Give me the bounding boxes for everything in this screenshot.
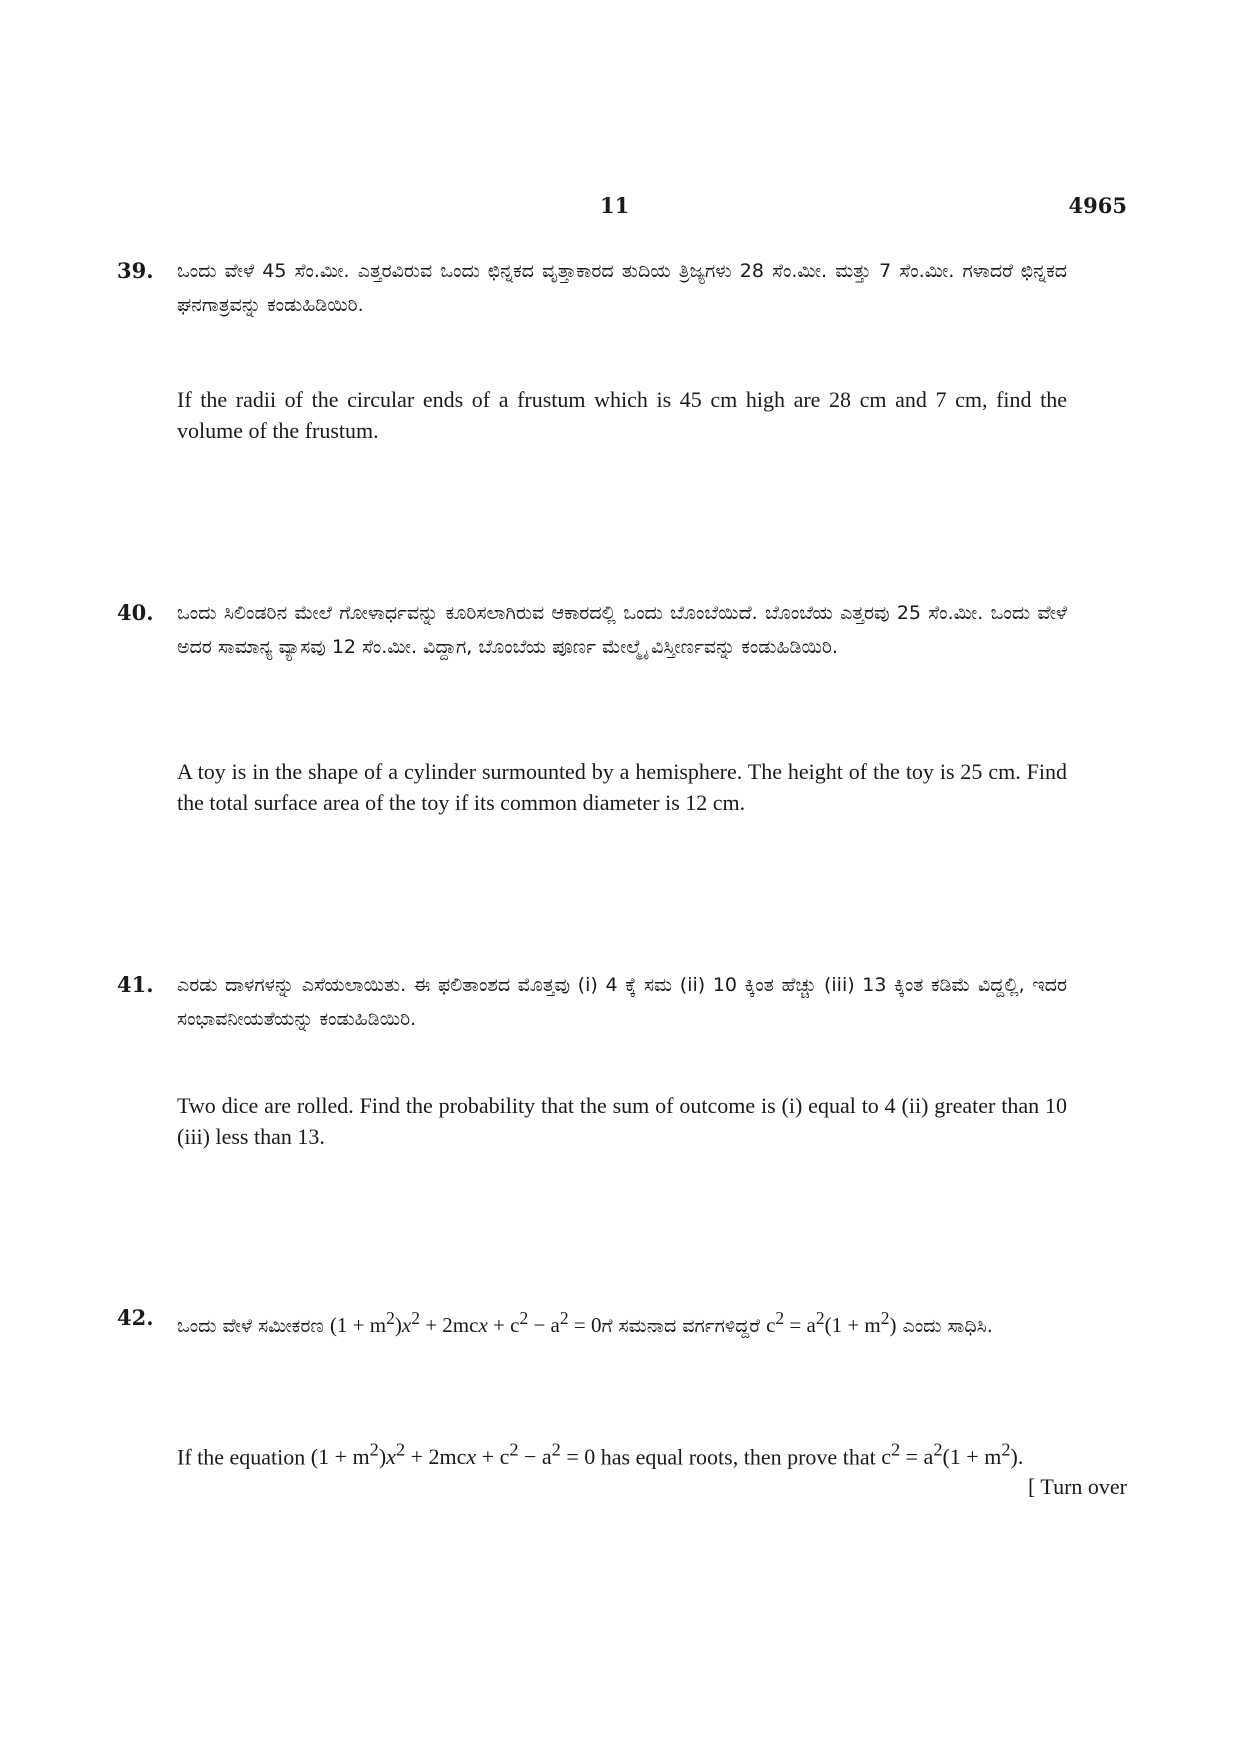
- question-text-kannada: ಎರಡು ದಾಳಗಳನ್ನು ಎಸೆಯಲಾಯಿತು. ಈ ಫಲಿತಾಂಶದ ಮೊತ್ತವು (i) 4 ಕ್ಕೆ ಸಮ (ii) 10 ಕ್ಕಿಂತ ಹೆಚ್ಚು (iii) 13 ಕ್ಕಿಂತ ಕಡಿಮೆ ವಿದ್ದಲ್ಲಿ, ಇದರ ಸಂಭಾವನೀಯತೆಯನ್ನು ಕಂಡುಹಿಡಿಯಿರಿ.: [177, 974, 1067, 1030]
- question-text-kannada: [177, 1301, 1067, 1343]
- equation: $(1 + m^2)x^2 + 2mcx + c^2 - a^2 = 0$: [310, 1440, 596, 1470]
- question-text-english: If the radii of the circular ends of a frustum which is 45 cm high are 28 cm and 7 cm, find the volume of the frustum.: [177, 387, 1067, 443]
- question-text-english: Two dice are rolled. Find the probability that the sum of outcome is (i) equal to 4 (ii) greater than 10 (iii) less than 13.: [177, 1093, 1067, 1149]
- question-text-english: [177, 1435, 1067, 1472]
- result-equation: $c^2 = a^2(1 + m^2)$.: [881, 1440, 1024, 1470]
- question-text-english: A toy is in the shape of a cylinder surmounted by a hemisphere. The height of the toy is 25 cm. Find the total surface area of the toy if its common diameter is 12 cm.: [177, 759, 1067, 815]
- question-number: 39.: [117, 258, 154, 283]
- english-mid: has equal roots, then prove that: [600, 1444, 876, 1470]
- question-number: 41.: [117, 972, 154, 997]
- result-equation: $c^2 = a^2(1 + m^2)$: [766, 1308, 897, 1337]
- question-text-kannada: ಒಂದು ಸಿಲಿಂಡರಿನ ಮೇಲೆ ಗೋಳಾರ್ಧವನ್ನು ಕೂರಿಸಲಾಗಿರುವ ಆಕಾರದಲ್ಲಿ ಒಂದು ಬೊಂಬೆಯಿದೆ. ಬೊಂಬೆಯ ಎತ್ತರವು 25 ಸೆಂ.ಮೀ. ಒಂದು ವೇಳೆ ಅದರ ಸಾಮಾನ್ಯ ವ್ಯಾಸವು 12 ಸೆಂ.ಮೀ. ವಿದ್ದಾಗ, ಬೊಂಬೆಯ ಪೂರ್ಣ ಮೇಲ್ಮೈ ವಿಸ್ತೀರ್ಣವನ್ನು ಕಂಡುಹಿಡಿಯಿರಿ.: [177, 602, 1067, 658]
- paper-code: 4965: [1068, 193, 1127, 218]
- kannada-mid: ಗೆ ಸಮನಾದ ವರ್ಗಗಳಿದ್ದರೆ: [601, 1315, 761, 1337]
- english-intro: If the equation: [177, 1444, 306, 1470]
- turn-over-label: [ Turn over: [1027, 1474, 1127, 1499]
- kannada-end: ಎಂದು ಸಾಧಿಸಿ.: [902, 1315, 993, 1337]
- question-text-kannada: ಒಂದು ವೇಳೆ 45 ಸೆಂ.ಮೀ. ಎತ್ತರವಿರುವ ಒಂದು ಛಿನ್ನಕದ ವೃತ್ತಾಕಾರದ ತುದಿಯ ತ್ರಿಜ್ಯಗಳು 28 ಸೆಂ.ಮೀ. ಮತ್ತು 7 ಸೆಂ.ಮೀ. ಗಳಾದರೆ ಛಿನ್ನಕದ ಘನಗಾತ್ರವನ್ನು ಕಂಡುಹಿಡಿಯಿರಿ.: [177, 260, 1067, 316]
- kannada-intro: ಒಂದು ವೇಳೆ ಸಮೀಕರಣ: [177, 1315, 324, 1337]
- question-number: 40.: [117, 600, 154, 625]
- page-number: 11: [600, 193, 630, 218]
- question-number: 42.: [117, 1305, 154, 1330]
- equation: $(1 + m^2)x^2 + 2mcx + c^2 - a^2 = 0$: [329, 1308, 602, 1337]
